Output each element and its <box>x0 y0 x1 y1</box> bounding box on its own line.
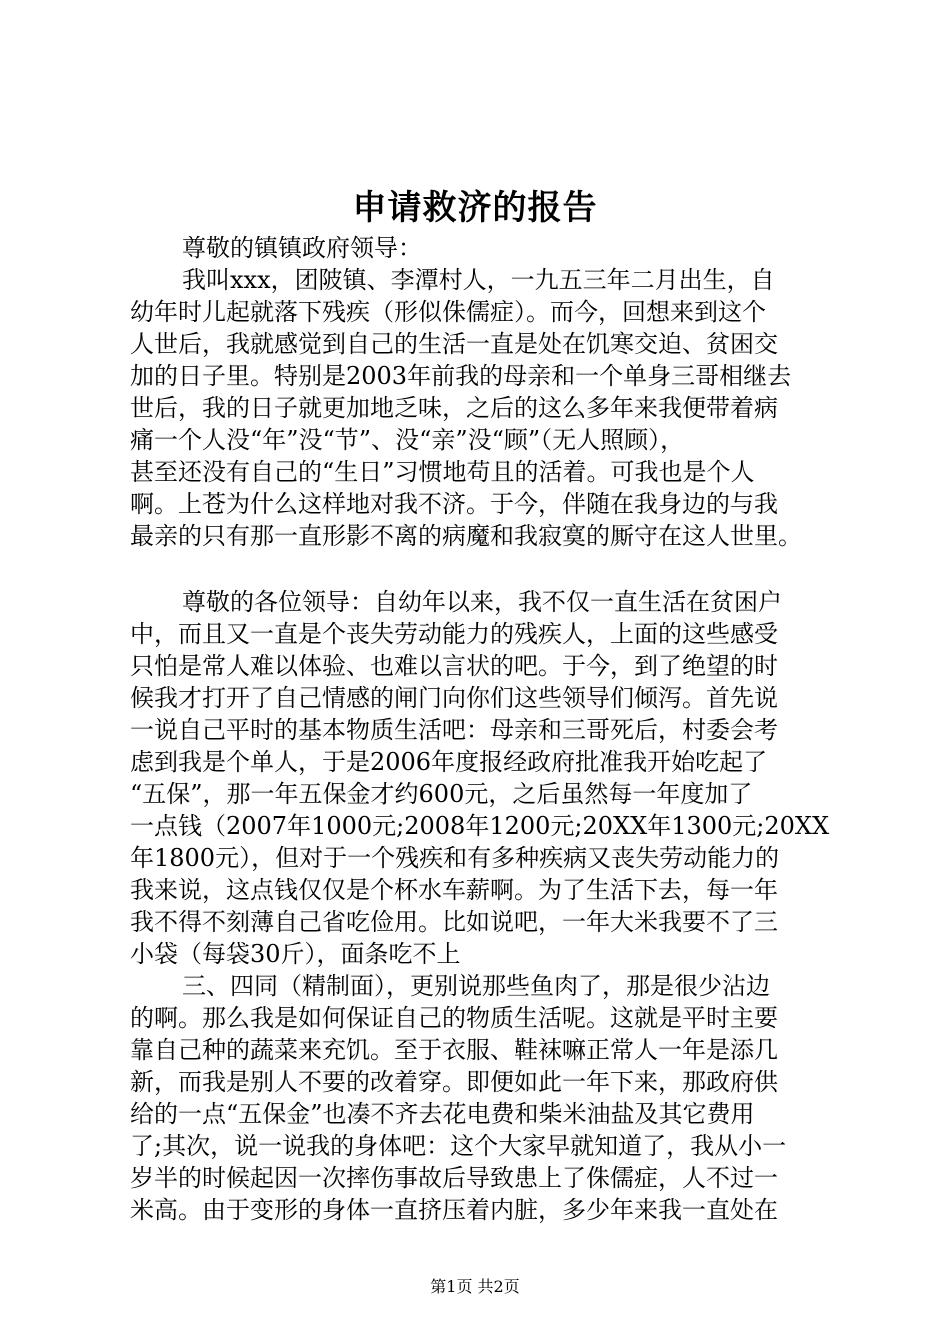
paragraph-line: 我来说，这点钱仅仅是个杯水车薪啊。为了生活下去，每一年 <box>130 876 778 904</box>
paragraph-line: 中，而且又一直是个丧失劳动能力的残疾人，上面的这些感受 <box>130 620 778 648</box>
paragraph-line: 甚至还没有自己的“生日”习惯地苟且的活着。可我也是个人 <box>130 458 755 486</box>
paragraph-line: 一点钱（2007年1000元;2008年1200元;20XX年1300元;20XX <box>130 812 830 840</box>
paragraph-line: 米高。由于变形的身体一直挤压着内脏，多少年来我一直处在 <box>130 1196 778 1224</box>
paragraph-line: 最亲的只有那一直形影不离的病魔和我寂寞的厮守在这人世里。 <box>130 522 802 550</box>
paragraph-line: 我不得不刻薄自己省吃俭用。比如说吧，一年大米我要不了三 <box>130 908 778 936</box>
paragraph-line: 年1800元），但对于一个残疾和有多种疾病又丧失劳动能力的 <box>130 844 780 872</box>
paragraph-line: 候我才打开了自己情感的闸门向你们这些领导们倾泻。首先说 <box>130 684 778 712</box>
paragraph-gap <box>130 552 840 586</box>
paragraph-line: “五保”，那一年五保金才约600元，之后虽然每一年度加了 <box>130 780 753 808</box>
paragraph-3 <box>130 970 840 1226</box>
paragraph-line: 我叫xxx，团陂镇、李潭村人，一九五三年二月出生，自 <box>182 266 775 294</box>
salutation: 尊敬的镇镇政府领导： <box>182 234 422 262</box>
paragraph-1 <box>130 264 840 552</box>
document-body <box>130 232 840 1226</box>
paragraph-line: 给的一点“五保金”也凑不齐去花电费和柴米油盐及其它费用 <box>130 1100 755 1128</box>
paragraph-line: 啊。上苍为什么这样地对我不济。于今，伴随在我身边的与我 <box>130 490 778 518</box>
paragraph-line: 的啊。那么我是如何保证自己的物质生活呢。这就是平时主要 <box>130 1004 778 1032</box>
paragraph-line: 虑到我是个单人，于是2006年度报经政府批准我开始吃起了 <box>130 748 768 776</box>
paragraph-line: 尊敬的各位领导：自幼年以来，我不仅一直生活在贫困户 <box>182 588 782 616</box>
paragraph-line: 世后，我的日子就更加地乏味，之后的这么多年来我便带着病 <box>130 394 778 422</box>
paragraph-line: 人世后，我就感觉到自己的生活一直是处在饥寒交迫、贫困交 <box>130 330 778 358</box>
paragraph-line: 痛一个人没“年”没“节”、没“亲”没“顾”（无人照顾）， <box>130 426 685 454</box>
paragraph-line: 岁半的时候起因一次摔伤事故后导致患上了侏儒症，人不过一 <box>130 1164 778 1192</box>
page-number-footer: 第1页 共2页 <box>430 1277 520 1296</box>
paragraph-line: 了;其次，说一说我的身体吧：这个大家早就知道了，我从小一 <box>130 1132 787 1160</box>
paragraph-line: 幼年时儿起就落下残疾（形似侏儒症）。而今，回想来到这个 <box>130 298 766 326</box>
paragraph-line: 一说自己平时的基本物质生活吧：母亲和三哥死后，村委会考 <box>130 716 778 744</box>
paragraph-line: 新，而我是别人不要的改着穿。即便如此一年下来，那政府供 <box>130 1068 778 1096</box>
paragraph-line: 只怕是常人难以体验、也难以言状的吧。于今，到了绝望的时 <box>130 652 778 680</box>
page-title: 申请救济的报告 <box>352 188 598 228</box>
paragraph-line: 加的日子里。特别是2003年前我的母亲和一个单身三哥相继去 <box>130 362 792 390</box>
paragraph-line: 靠自己种的蔬菜来充饥。至于衣服、鞋袜嘛正常人一年是添几 <box>130 1036 778 1064</box>
paragraph-2 <box>130 586 840 970</box>
paragraph-line: 小袋（每袋30斤），面条吃不上 <box>130 940 461 968</box>
paragraph-line: 三、四同（精制面），更别说那些鱼肉了，那是很少沾边 <box>182 972 770 1000</box>
